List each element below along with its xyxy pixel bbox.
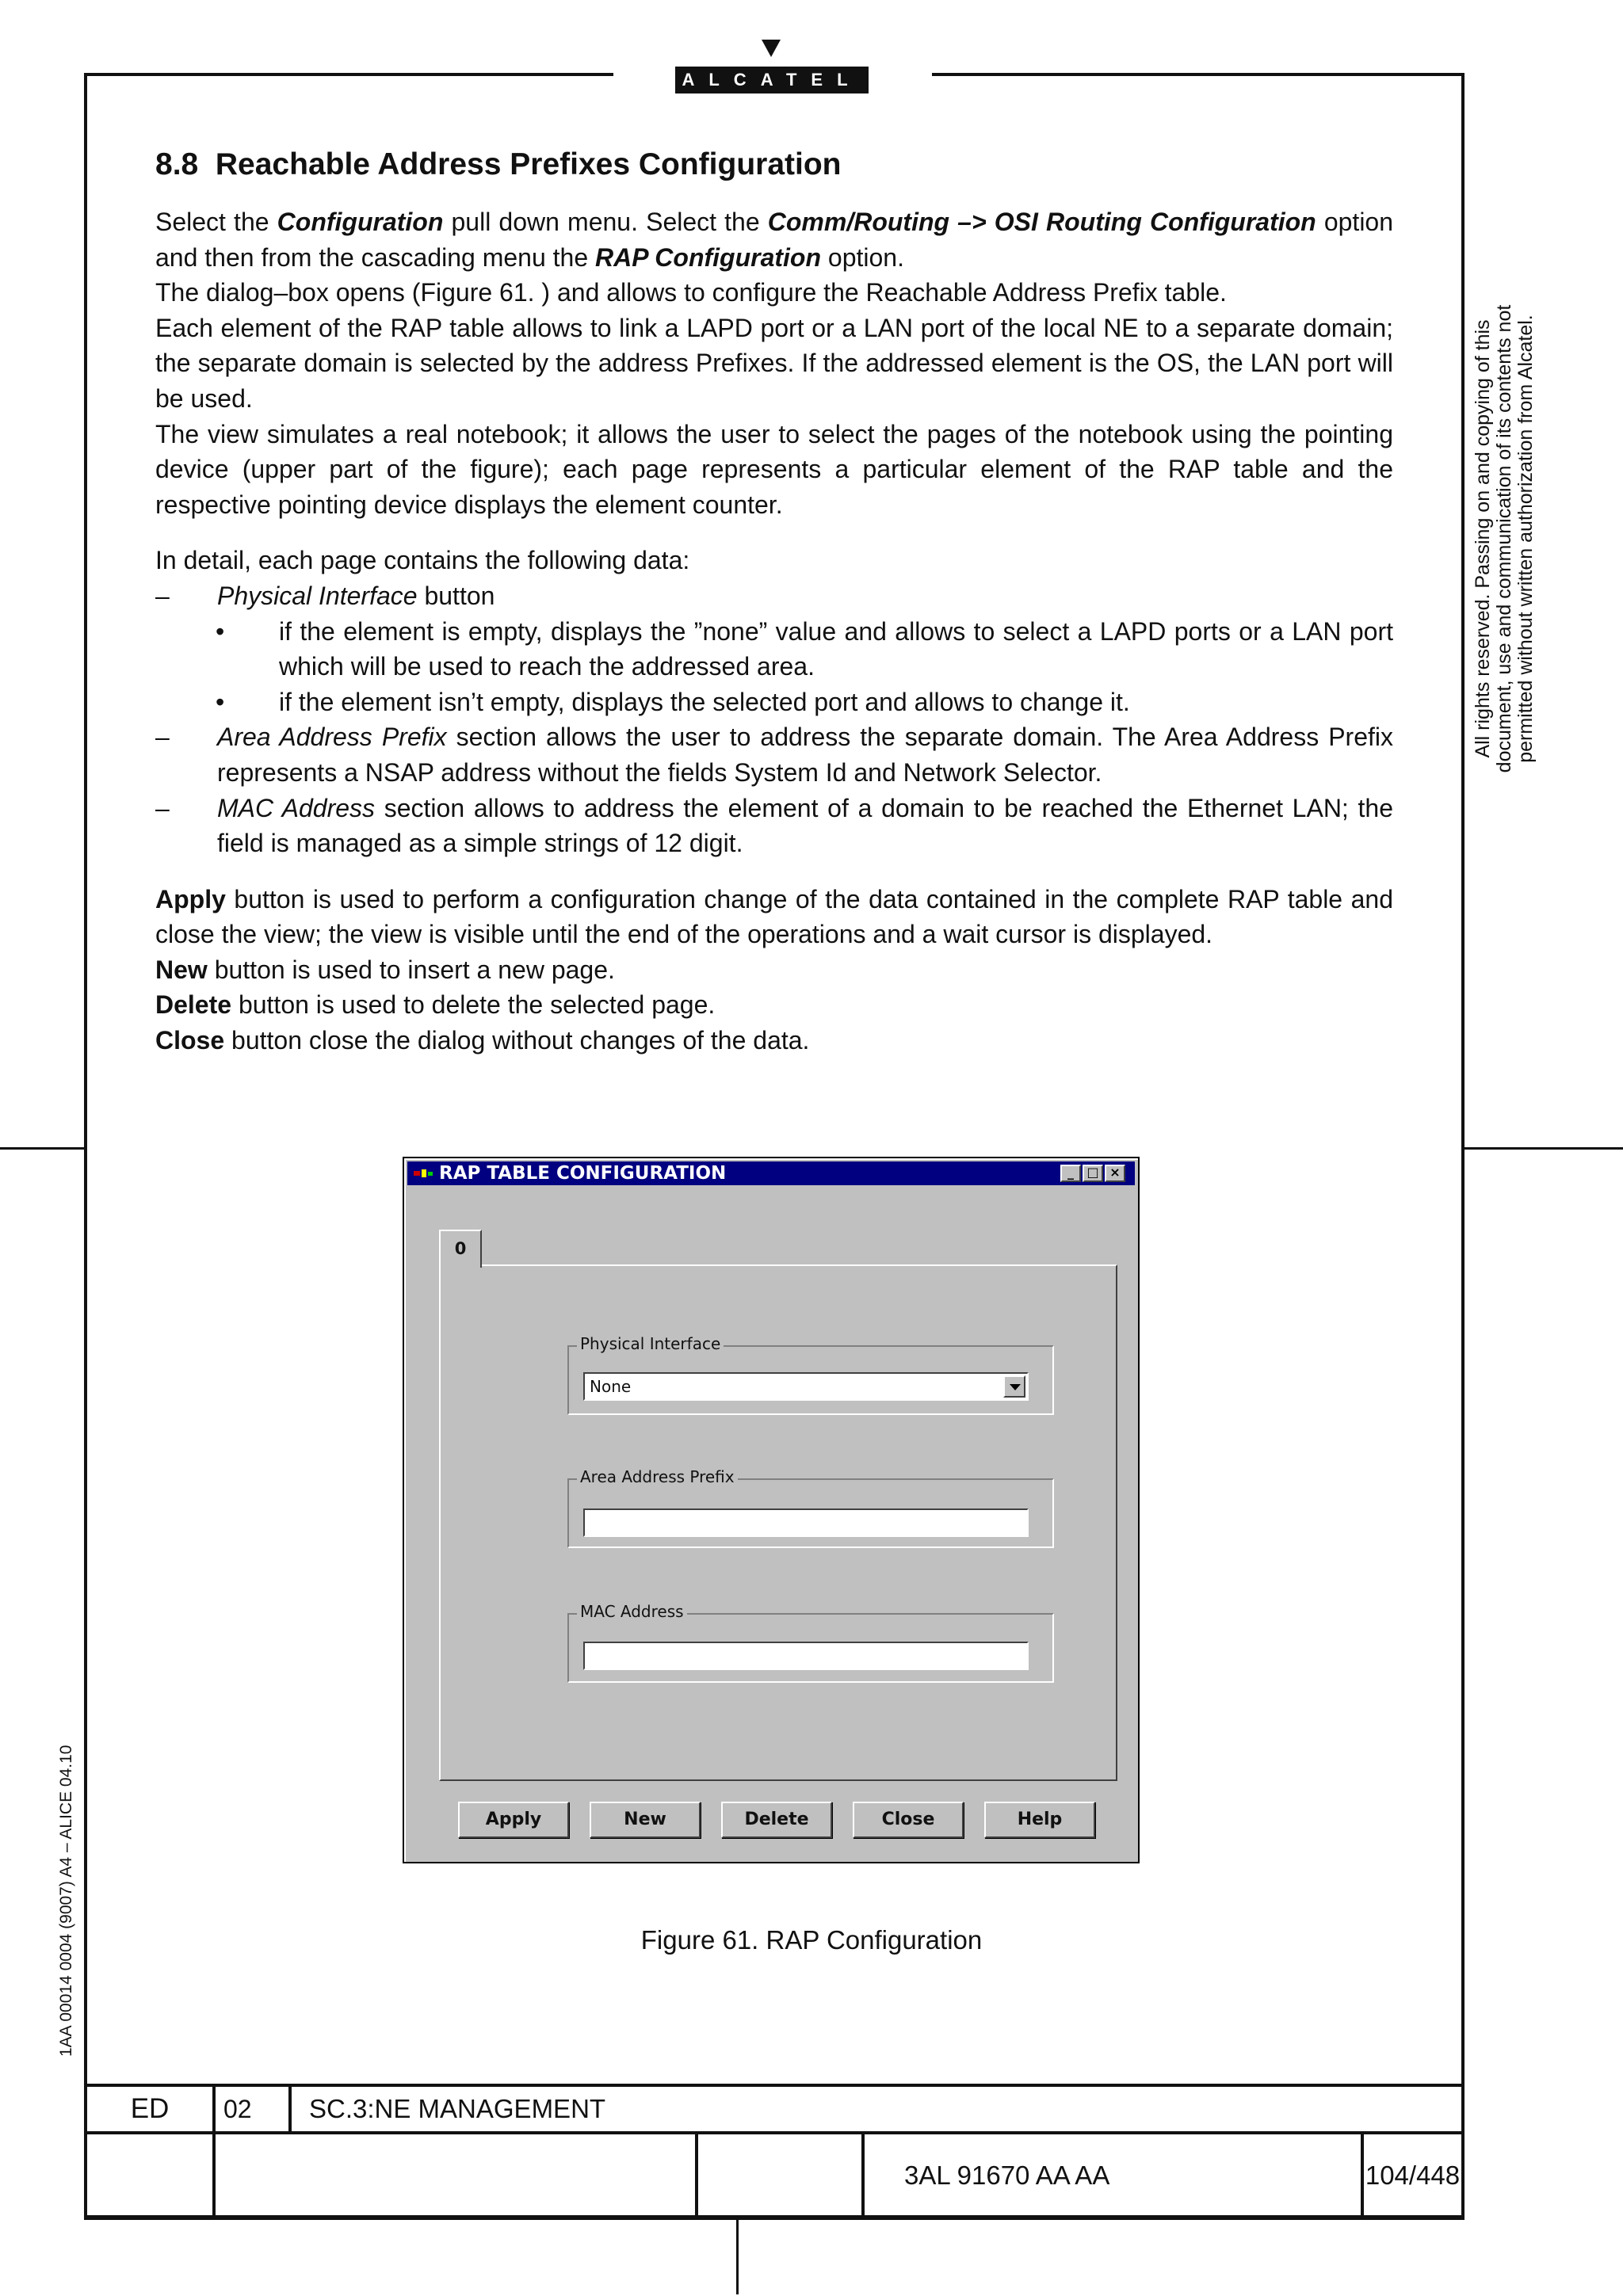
chevron-down-icon[interactable] (1003, 1375, 1025, 1398)
dialog-titlebar (407, 1161, 1135, 1185)
apply-button[interactable]: Apply (458, 1802, 569, 1838)
dialog-title: RAP TABLE CONFIGURATION (439, 1163, 727, 1184)
ed-value: 02 (214, 2085, 290, 2133)
list-subitem: • if the element isn’t empty, displays the selected port and allows to change it. (216, 687, 1130, 716)
list-item: – Physical Interface button (155, 581, 495, 610)
area-address-prefix-label: Area Address Prefix (577, 1467, 738, 1486)
close-description: Close button close the dialog without changes of the data. (155, 1026, 810, 1055)
rap-config-dialog (403, 1157, 1140, 1863)
header-rule-left (84, 73, 613, 76)
footer-table (84, 2084, 1465, 2220)
close-window-icon[interactable]: × (1105, 1165, 1125, 1182)
bottom-fold-mark (736, 2218, 739, 2294)
delete-button[interactable]: Delete (721, 1802, 832, 1838)
document-body (155, 147, 1393, 1058)
delete-description: Delete button is used to delete the selected page. (155, 990, 716, 1020)
figure-caption: Figure 61. RAP Configuration (640, 1925, 983, 1955)
header-rule-right (932, 73, 1465, 76)
rights-notice: All rights reserved. Passing on and copying of this document, use and communication of its contents not permitted without written authorization from Alcatel. (1472, 304, 1537, 773)
maximize-icon[interactable]: □ (1083, 1165, 1103, 1182)
alcatel-logo: ALCATEL (675, 67, 869, 93)
physical-interface-group (567, 1334, 1054, 1415)
page-number: 104/448 (1362, 2133, 1463, 2218)
footer-section: SC.3:NE MANAGEMENT (290, 2085, 1463, 2133)
app-icon (414, 1168, 434, 1179)
fold-mark-right (1465, 1147, 1623, 1150)
list-item: – Area Address Prefix section allows the user to address the separate domain. The Area Address Prefix represents a NSAP address without the fields System Id and Network Selector. (155, 723, 1394, 787)
section-heading: 8.8 Reachable Address Prefixes Configuration (155, 147, 842, 181)
minimize-icon[interactable]: _ (1060, 1165, 1081, 1182)
notebook-panel (439, 1264, 1117, 1781)
paragraph-4: The view simulates a real notebook; it allows the user to select the pages of the notebook using the pointing device (upper part of the figure); each page represents a particular element of the RAP table and the respective pointing device displays the element counter. (155, 419, 1393, 519)
new-description: New button is used to insert a new page. (155, 955, 615, 984)
mac-address-label: MAC Address (577, 1602, 687, 1621)
physical-interface-select[interactable]: None (583, 1372, 1029, 1401)
paragraph-2: The dialog–box opens (Figure 61. ) and allows to configure the Reachable Address Prefix table. (155, 278, 1227, 307)
fold-mark-left (0, 1147, 84, 1150)
ed-label: ED (86, 2085, 214, 2133)
new-button[interactable]: New (590, 1802, 701, 1838)
mac-address-group (567, 1602, 1054, 1683)
help-button[interactable]: Help (984, 1802, 1095, 1838)
mac-address-input[interactable] (583, 1642, 1029, 1670)
paragraph-3: Each element of the RAP table allows to link a LAPD port or a LAN port of the local NE to a separate domain; the separate domain is selected by the address Prefixes. If the addressed element is the OS, the LAN port will be used. (155, 313, 1393, 413)
paragraph-5: In detail, each page contains the following data: (155, 546, 690, 575)
list-subitem: • if the element is empty, displays the ”none” value and allows to select a LAPD ports or a LAN port which will be used to reach the addressed area. (216, 616, 1393, 681)
area-address-prefix-group (567, 1467, 1054, 1548)
paragraph-1: Select the Configuration pull down menu. Select the Comm/Routing –> OSI Routing Configuration option and then from the cascading menu the RAP Configuration option. (155, 208, 1394, 272)
area-address-prefix-input[interactable] (583, 1508, 1029, 1537)
document-code: 3AL 91670 AA AA (863, 2133, 1362, 2218)
apply-description: Apply button is used to perform a configuration change of the data contained in the complete RAP table and close the view; the view is visible until the end of the operations and a wait cursor is displayed. (155, 884, 1393, 949)
list-item: – MAC Address section allows to address the element of a domain to be reached the Ethernet LAN; the field is managed as a simple strings of 12 digit. (155, 793, 1394, 858)
tab-0[interactable]: 0 (439, 1230, 482, 1268)
logo-triangle-icon (762, 40, 781, 57)
close-button[interactable]: Close (853, 1802, 964, 1838)
form-code: 1AA 00014 0004 (9007) A4 – ALICE 04.10 (57, 1745, 75, 2057)
physical-interface-label: Physical Interface (577, 1334, 724, 1353)
